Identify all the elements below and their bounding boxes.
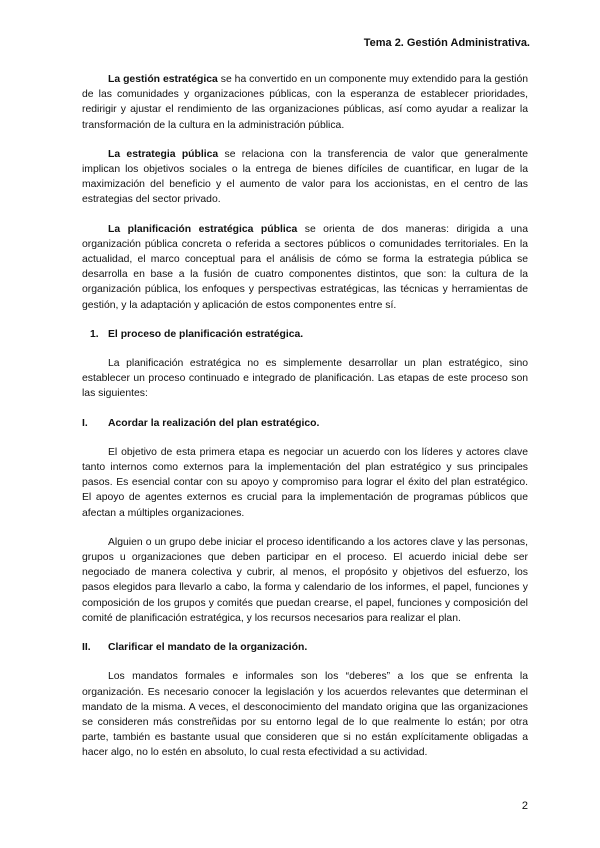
stage-title: Acordar la realización del plan estratégico. [108,417,320,429]
stage-paragraph: El objetivo de esta primera etapa es negociar un acuerdo con los líderes y actores clave tanto internos como externos para la implementación del plan estratégico y sus principales pasos. Es esencial contar con su apoyo y compromiso para lograr el éxito del plan estratégico. El apoyo de agentes externos es crucial para la implementación de programas públicos que afectan a múltiples organizaciones. [82,446,528,519]
stage-number: I. [82,417,88,429]
stage-paragraph: Alguien o un grupo debe iniciar el proceso identificando a los actores clave y las personas, grupos u organizaciones que deben participar en el proceso. El acuerdo inicial debe ser negociado de manera colectiva y cubrir, al menos, el propósito y objetivos del esfuerzo, los pasos elegidos para llevarlo a cabo, la forma y calendario de los informes, el papel, funciones y composición de los grupos y comités que puedan crearse, el papel, funciones y composición del comité de planificación estratégica, y los recursos necesarios para realizar el plan. [82,536,528,624]
paragraph-planificacion-publica [82,222,528,313]
section-title: El proceso de planificación estratégica. [108,328,304,340]
term-gestion-estrategica: La gestión estratégica [108,74,218,85]
stage-heading [82,640,528,655]
section-intro: La planificación estratégica no es simplemente desarrollar un plan estratégico, sino establecer un proceso continuado e integrado de planificación. Las etapas de este proceso son las siguientes: [82,358,528,400]
term-planificacion-publica: La planificación estratégica pública [108,223,298,235]
section-heading [82,327,528,342]
stage-heading [82,416,528,431]
page-number: 2 [521,800,528,812]
stage-paragraph: Los mandatos formales e informales son los “deberes” a los que se enfrenta la organización. Es necesario conocer la legislación y los acuerdos relevantes que determinan el mandato de la misma. A veces, el desconocimiento del mandato origina que las organizaciones se consideren más constreñidas por su entorno legal de lo que realmente lo están; por otra parte, también es bastante usual que consideren que si no están explícitamente obligadas a hacer algo, no lo estén en absoluto, lo cual resta efectividad a su actividad. [82,671,528,759]
section-number: 1. [90,328,99,340]
paragraph-text: se relaciona con la transferencia de valor que generalmente implican los objetivos sociales o la entrega de bienes difíciles de cuantificar, en lugar de la maximización del beneficio y el aumento de valor para los accionistas, en el centro de las estrategias del sector privado. [82,148,528,206]
paragraph-gestion-estrategica [82,72,528,133]
paragraph-text: se ha convertido en un componente muy extendido para la gestión de las comunidades y organizaciones públicas, con la esperanza de establecer prioridades, redirigir y ajustar el rendimiento de las organizaciones públicas, así como ayudar a realizar la transformación de la cultura en la administración pública. [82,74,528,131]
stage-title: Clarificar el mandato de la organización. [108,642,308,654]
page-content [82,72,528,775]
page-header: Tema 2. Gestión Administrativa. [363,37,530,49]
paragraph-text: se orienta de dos maneras: dirigida a una organización pública concreta o referida a sectores públicos o comunidades territoriales. En la actualidad, el marco conceptual para el análisis de cómo se forma la estrategia pública se desarrolla en base a la fusión de cuatro componentes distintos, que son: la cultura de la organización pública, los enfoques y perspectivas estratégicas, las técnicas y herramientas de gestión, y la adaptación y aplicación de estos componentes entre sí. [82,223,528,311]
paragraph-estrategia-publica [82,147,528,208]
term-estrategia-publica: La estrategia pública [108,148,219,160]
stage-number: II. [82,642,91,654]
